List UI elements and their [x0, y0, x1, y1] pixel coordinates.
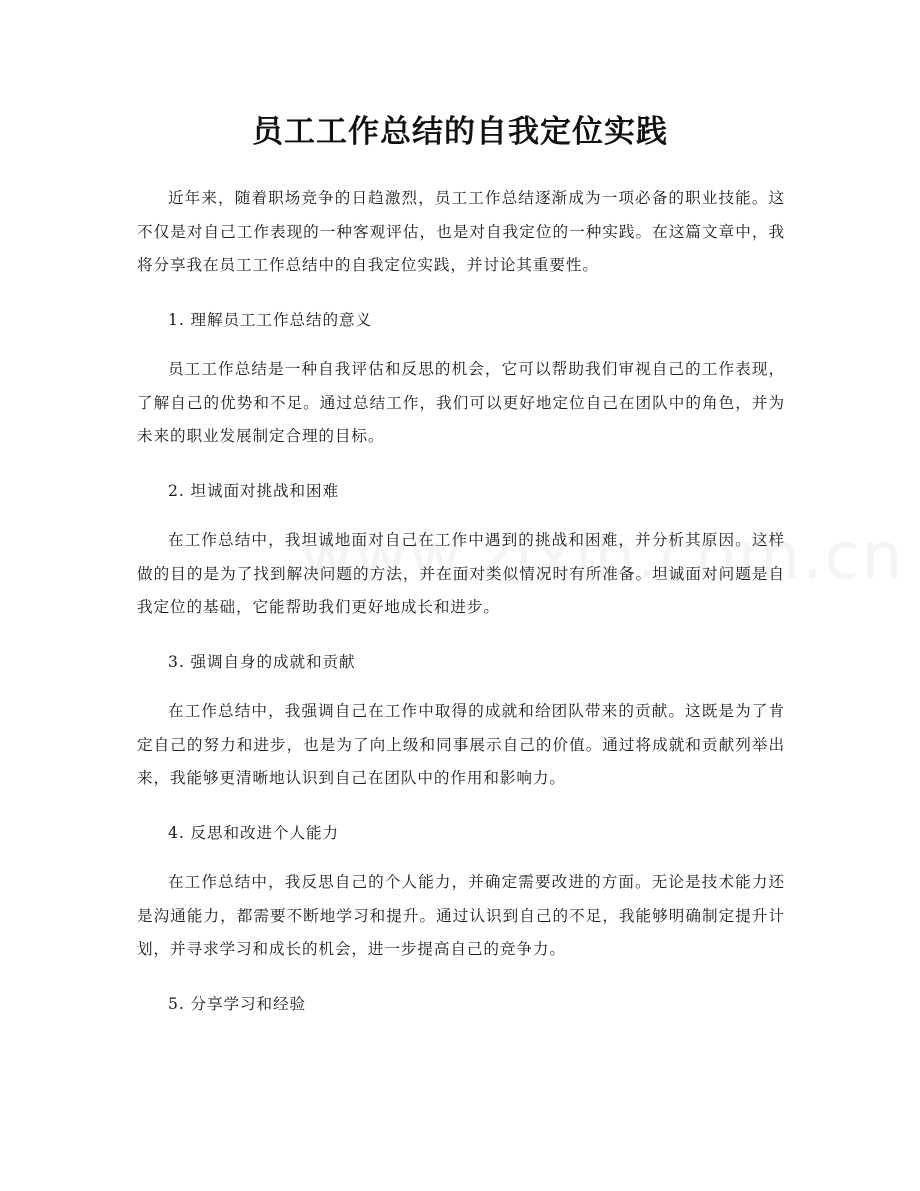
page-title: 员工工作总结的自我定位实践	[252, 114, 668, 150]
section-body-1: 员工工作总结是一种自我评估和反思的机会，它可以帮助我们审视自己的工作表现，了解自己的优势和不足。通过总结工作，我们可以更好地定位自己在团队中的角色，并为未来的职业发展制定合理的目标。	[137, 360, 785, 445]
section-body-3: 在工作总结中，我强调自己在工作中取得的成就和给团队带来的贡献。这既是为了肯定自己的努力和进步，也是为了向上级和同事展示自己的价值。通过将成就和贡献列举出来，我能够更清晰地认识到自己在团队中的作用和影响力。	[137, 702, 785, 787]
document-body	[137, 182, 785, 1021]
section-body-4: 在工作总结中，我反思自己的个人能力，并确定需要改进的方面。无论是技术能力还是沟通能力，都需要不断地学习和提升。通过认识到自己的不足，我能够明确制定提升计划，并寻求学习和成长的机会，进一步提高自己的竞争力。	[137, 873, 785, 958]
section-heading-4: 4. 反思和改进个人能力	[168, 823, 339, 842]
intro-paragraph: 近年来，随着职场竞争的日趋激烈，员工工作总结逐渐成为一项必备的职业技能。这不仅是对自己工作表现的一种客观评估，也是对自我定位的一种实践。在这篇文章中，我将分享我在员工工作总结中的自我定位实践，并讨论其重要性。	[137, 189, 785, 274]
section-heading-5: 5. 分享学习和经验	[168, 994, 306, 1013]
section-heading-3: 3. 强调自身的成就和贡献	[168, 652, 356, 671]
section-body-2: 在工作总结中，我坦诚地面对自己在工作中遇到的挑战和困难，并分析其原因。这样做的目的是为了找到解决问题的方法，并在面对类似情况时有所准备。坦诚面对问题是自我定位的基础，它能帮助我们更好地成长和进步。	[137, 531, 785, 616]
section-heading-1: 1. 理解员工工作总结的意义	[168, 310, 372, 329]
section-heading-2: 2. 坦诚面对挑战和困难	[168, 481, 339, 500]
